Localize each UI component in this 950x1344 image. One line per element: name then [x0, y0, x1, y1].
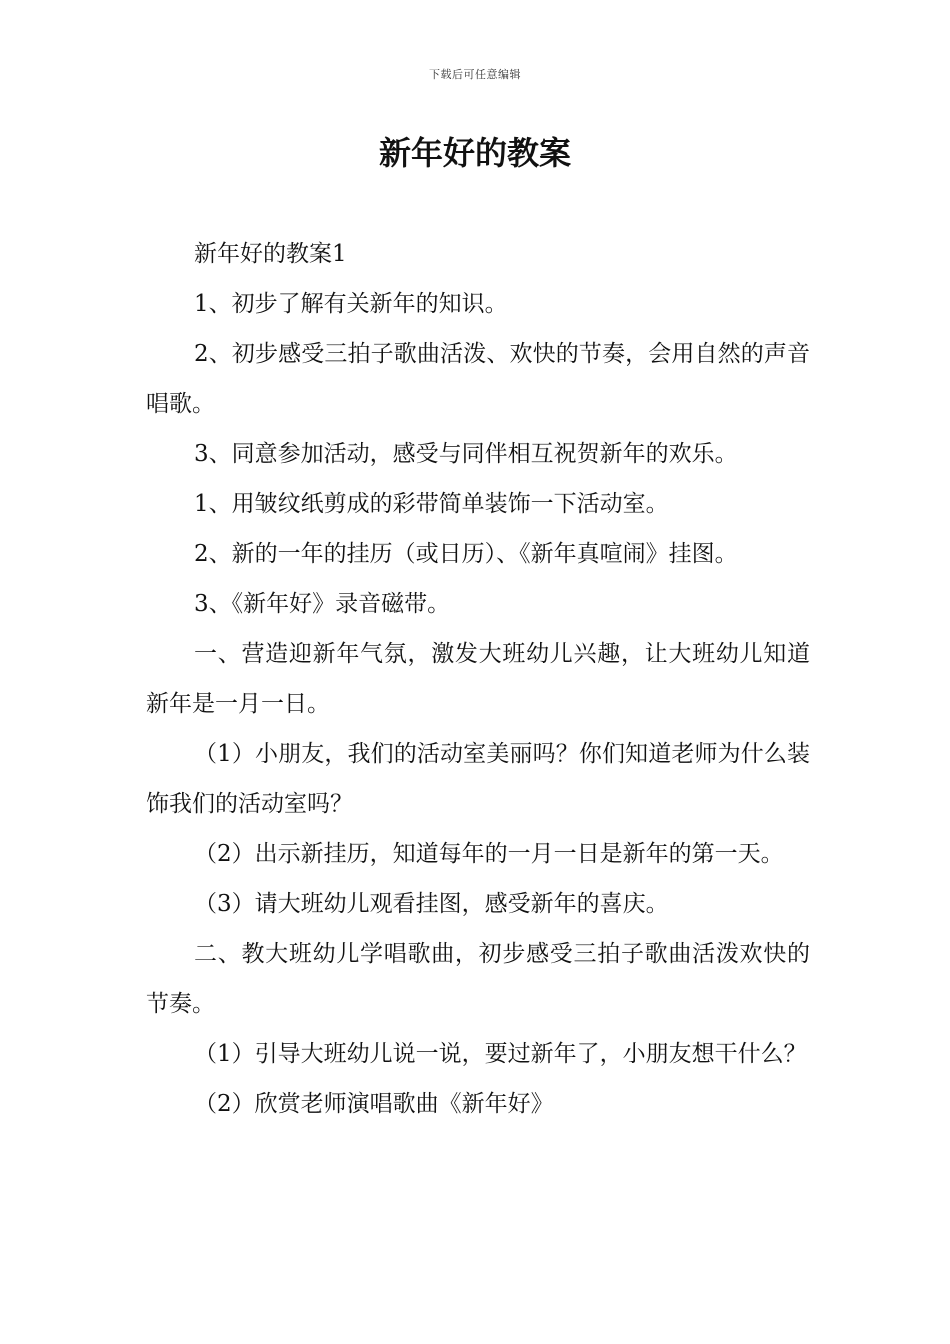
document-body: [146, 229, 810, 1129]
process-step-1-a: （1）小朋友，我们的活动室美丽吗？你们知道老师为什么装饰我们的活动室吗？: [146, 741, 810, 817]
document-title: 新年好的教案: [378, 134, 571, 172]
page-header-note: 下载后可任意编辑: [429, 68, 521, 81]
preparation-2: 2、新的一年的挂历（或日历）、《新年真喧闹》挂图。: [194, 541, 738, 567]
process-step-2-a: （1）引导大班幼儿说一说，要过新年了，小朋友想干什么？: [194, 1041, 807, 1067]
preparation-3: 3、《新年好》录音磁带。: [194, 591, 451, 617]
objective-3: 3、同意参加活动，感受与同伴相互祝贺新年的欢乐。: [194, 441, 738, 467]
process-step-2-b: （2）欣赏老师演唱歌曲《新年好》: [194, 1091, 554, 1117]
process-step-2: 二、教大班幼儿学唱歌曲，初步感受三拍子歌曲活泼欢快的节奏。: [146, 941, 810, 1017]
section-heading: 新年好的教案1: [194, 241, 347, 267]
process-step-1: 一、营造迎新年气氛，激发大班幼儿兴趣，让大班幼儿知道新年是一月一日。: [146, 641, 810, 717]
preparation-1: 1、用皱纹纸剪成的彩带简单装饰一下活动室。: [194, 491, 669, 517]
objective-1: 1、初步了解有关新年的知识。: [194, 291, 508, 317]
objective-2: 2、初步感受三拍子歌曲活泼、欢快的节奏，会用自然的声音唱歌。: [146, 341, 810, 417]
process-step-1-c: （3）请大班幼儿观看挂图，感受新年的喜庆。: [194, 891, 669, 917]
process-step-1-b: （2）出示新挂历，知道每年的一月一日是新年的第一天。: [194, 841, 784, 867]
